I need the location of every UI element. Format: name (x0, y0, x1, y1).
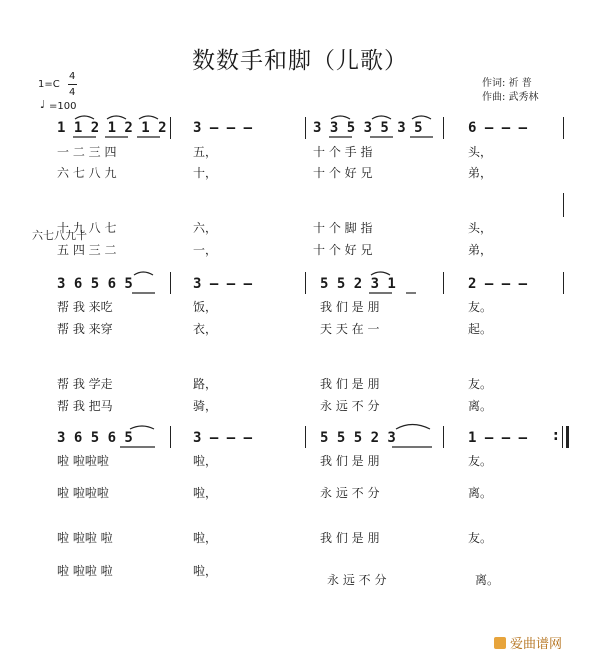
slur (75, 116, 94, 119)
lyric: 我 们 是 朋 (320, 454, 380, 468)
lyric: 友。 (468, 300, 493, 314)
lyric: 一， (193, 243, 218, 257)
lyric: 友。 (468, 454, 493, 468)
lyric: 头， (468, 145, 493, 159)
lyric: 十 个 手 指 (313, 145, 373, 159)
lyric: 饭， (193, 300, 218, 314)
lyric: 十， (193, 166, 218, 180)
lyric: 我 们 是 朋 (320, 531, 380, 545)
watermark (494, 633, 562, 652)
lyric: 起。 (468, 322, 493, 336)
barline (443, 272, 444, 294)
measure-2-2: 3 – – – (193, 276, 253, 292)
lyric: 离。 (468, 399, 493, 413)
barline (305, 272, 306, 294)
measure-3-1: 3 6 5 6 5 (57, 430, 133, 446)
measure-2-1: 3 6 5 6 5 (57, 276, 133, 292)
slur (130, 426, 154, 429)
lyric: 啦 啦啦啦 (57, 454, 109, 468)
lyric: 我 们 是 朋 (320, 300, 380, 314)
lyric: 帮 我 来吃 (57, 300, 113, 314)
slur (371, 272, 390, 275)
page-title: 数数手和脚（儿歌） (192, 48, 408, 74)
lyric: 友。 (468, 377, 493, 391)
barline (170, 117, 171, 139)
composer: 作曲: 武秀林 (482, 92, 539, 103)
lyric: 啦， (193, 531, 218, 545)
key-signature: 1=C (38, 79, 60, 90)
lyric: 啦， (193, 454, 218, 468)
lyric: 衣， (193, 322, 218, 336)
lyric: 友。 (468, 531, 493, 545)
measure-1-4: 6 – – – (468, 120, 528, 136)
final-barline-thin (562, 426, 563, 448)
slur (139, 116, 158, 119)
lyric: 我 们 是 朋 (320, 377, 380, 391)
stray-overlay-text: 六七八九十 (32, 229, 87, 242)
site-logo-icon (494, 637, 506, 649)
tempo: =100 (49, 101, 77, 112)
repeat-dots-icon: : (553, 428, 559, 444)
slur (331, 116, 350, 119)
lyric: 十 九 八 七 (57, 221, 117, 235)
lyric: 离。 (468, 486, 493, 500)
final-barline-thick (566, 426, 569, 448)
time-signature-rule (68, 84, 77, 85)
time-signature-top: 4 (69, 71, 76, 82)
lyric: 帮 我 学走 (57, 377, 113, 391)
lyric: 弟， (468, 166, 493, 180)
barline (305, 117, 306, 139)
lyric: 帮 我 来穿 (57, 322, 113, 336)
lyric: 六， (193, 221, 218, 235)
slur (372, 116, 391, 119)
lyric: 啦 啦啦啦 (57, 486, 109, 500)
barline (563, 272, 564, 294)
lyric: 弟， (468, 243, 493, 257)
lyric: 十 个 好 兄 (313, 243, 373, 257)
lyric: 十 个 脚 指 (313, 221, 373, 235)
barline (563, 117, 564, 139)
measure-3-4: 1 – – – (468, 430, 528, 446)
measure-2-4: 2 – – – (468, 276, 528, 292)
lyricist: 作词: 祈 普 (482, 78, 532, 89)
measure-2-3: 5 5 2 3 1 (320, 276, 396, 292)
time-signature-bottom: 4 (69, 87, 76, 98)
slur (107, 116, 126, 119)
quarter-note-icon: ♩ (40, 98, 46, 111)
lyric: 一 二 三 四 (57, 145, 117, 159)
lyric: 永 远 不 分 (327, 573, 387, 587)
slur (396, 425, 430, 430)
barline (170, 426, 171, 448)
slur (412, 116, 431, 119)
watermark-text: 爱曲谱网 (510, 637, 563, 652)
measure-1-3: 3 3 5 3 5 3 5 (313, 120, 423, 136)
credits (482, 77, 539, 105)
lyric: 天 天 在 一 (320, 322, 380, 336)
lyric: 骑， (193, 399, 218, 413)
lyric: 五， (193, 145, 218, 159)
barline (170, 272, 171, 294)
lyric: 永 远 不 分 (320, 486, 380, 500)
slur (134, 272, 153, 275)
barline (443, 426, 444, 448)
measure-1-2: 3 – – – (193, 120, 253, 136)
lyric: 六 七 八 九 (57, 166, 117, 180)
lyric: 五 四 三 二 (57, 243, 117, 257)
barline (305, 426, 306, 448)
lyric: 永 远 不 分 (320, 399, 380, 413)
lyric: 十 个 好 兄 (313, 166, 373, 180)
lyric: 啦 啦啦 啦 (57, 564, 113, 578)
measure-3-3: 5 5 5 2 3 (320, 430, 396, 446)
barline (443, 117, 444, 139)
lyric: 帮 我 把马 (57, 399, 113, 413)
lyric: 头， (468, 221, 493, 235)
barline (563, 193, 564, 217)
lyric: 啦 啦啦 啦 (57, 531, 113, 545)
lyric: 啦， (193, 486, 218, 500)
lyric: 离。 (475, 573, 500, 587)
lyric: 啦， (193, 564, 218, 578)
measure-3-2: 3 – – – (193, 430, 253, 446)
measure-1-1: 1 1 2 1 2 1 2 (57, 120, 167, 136)
lyric: 路， (193, 377, 218, 391)
